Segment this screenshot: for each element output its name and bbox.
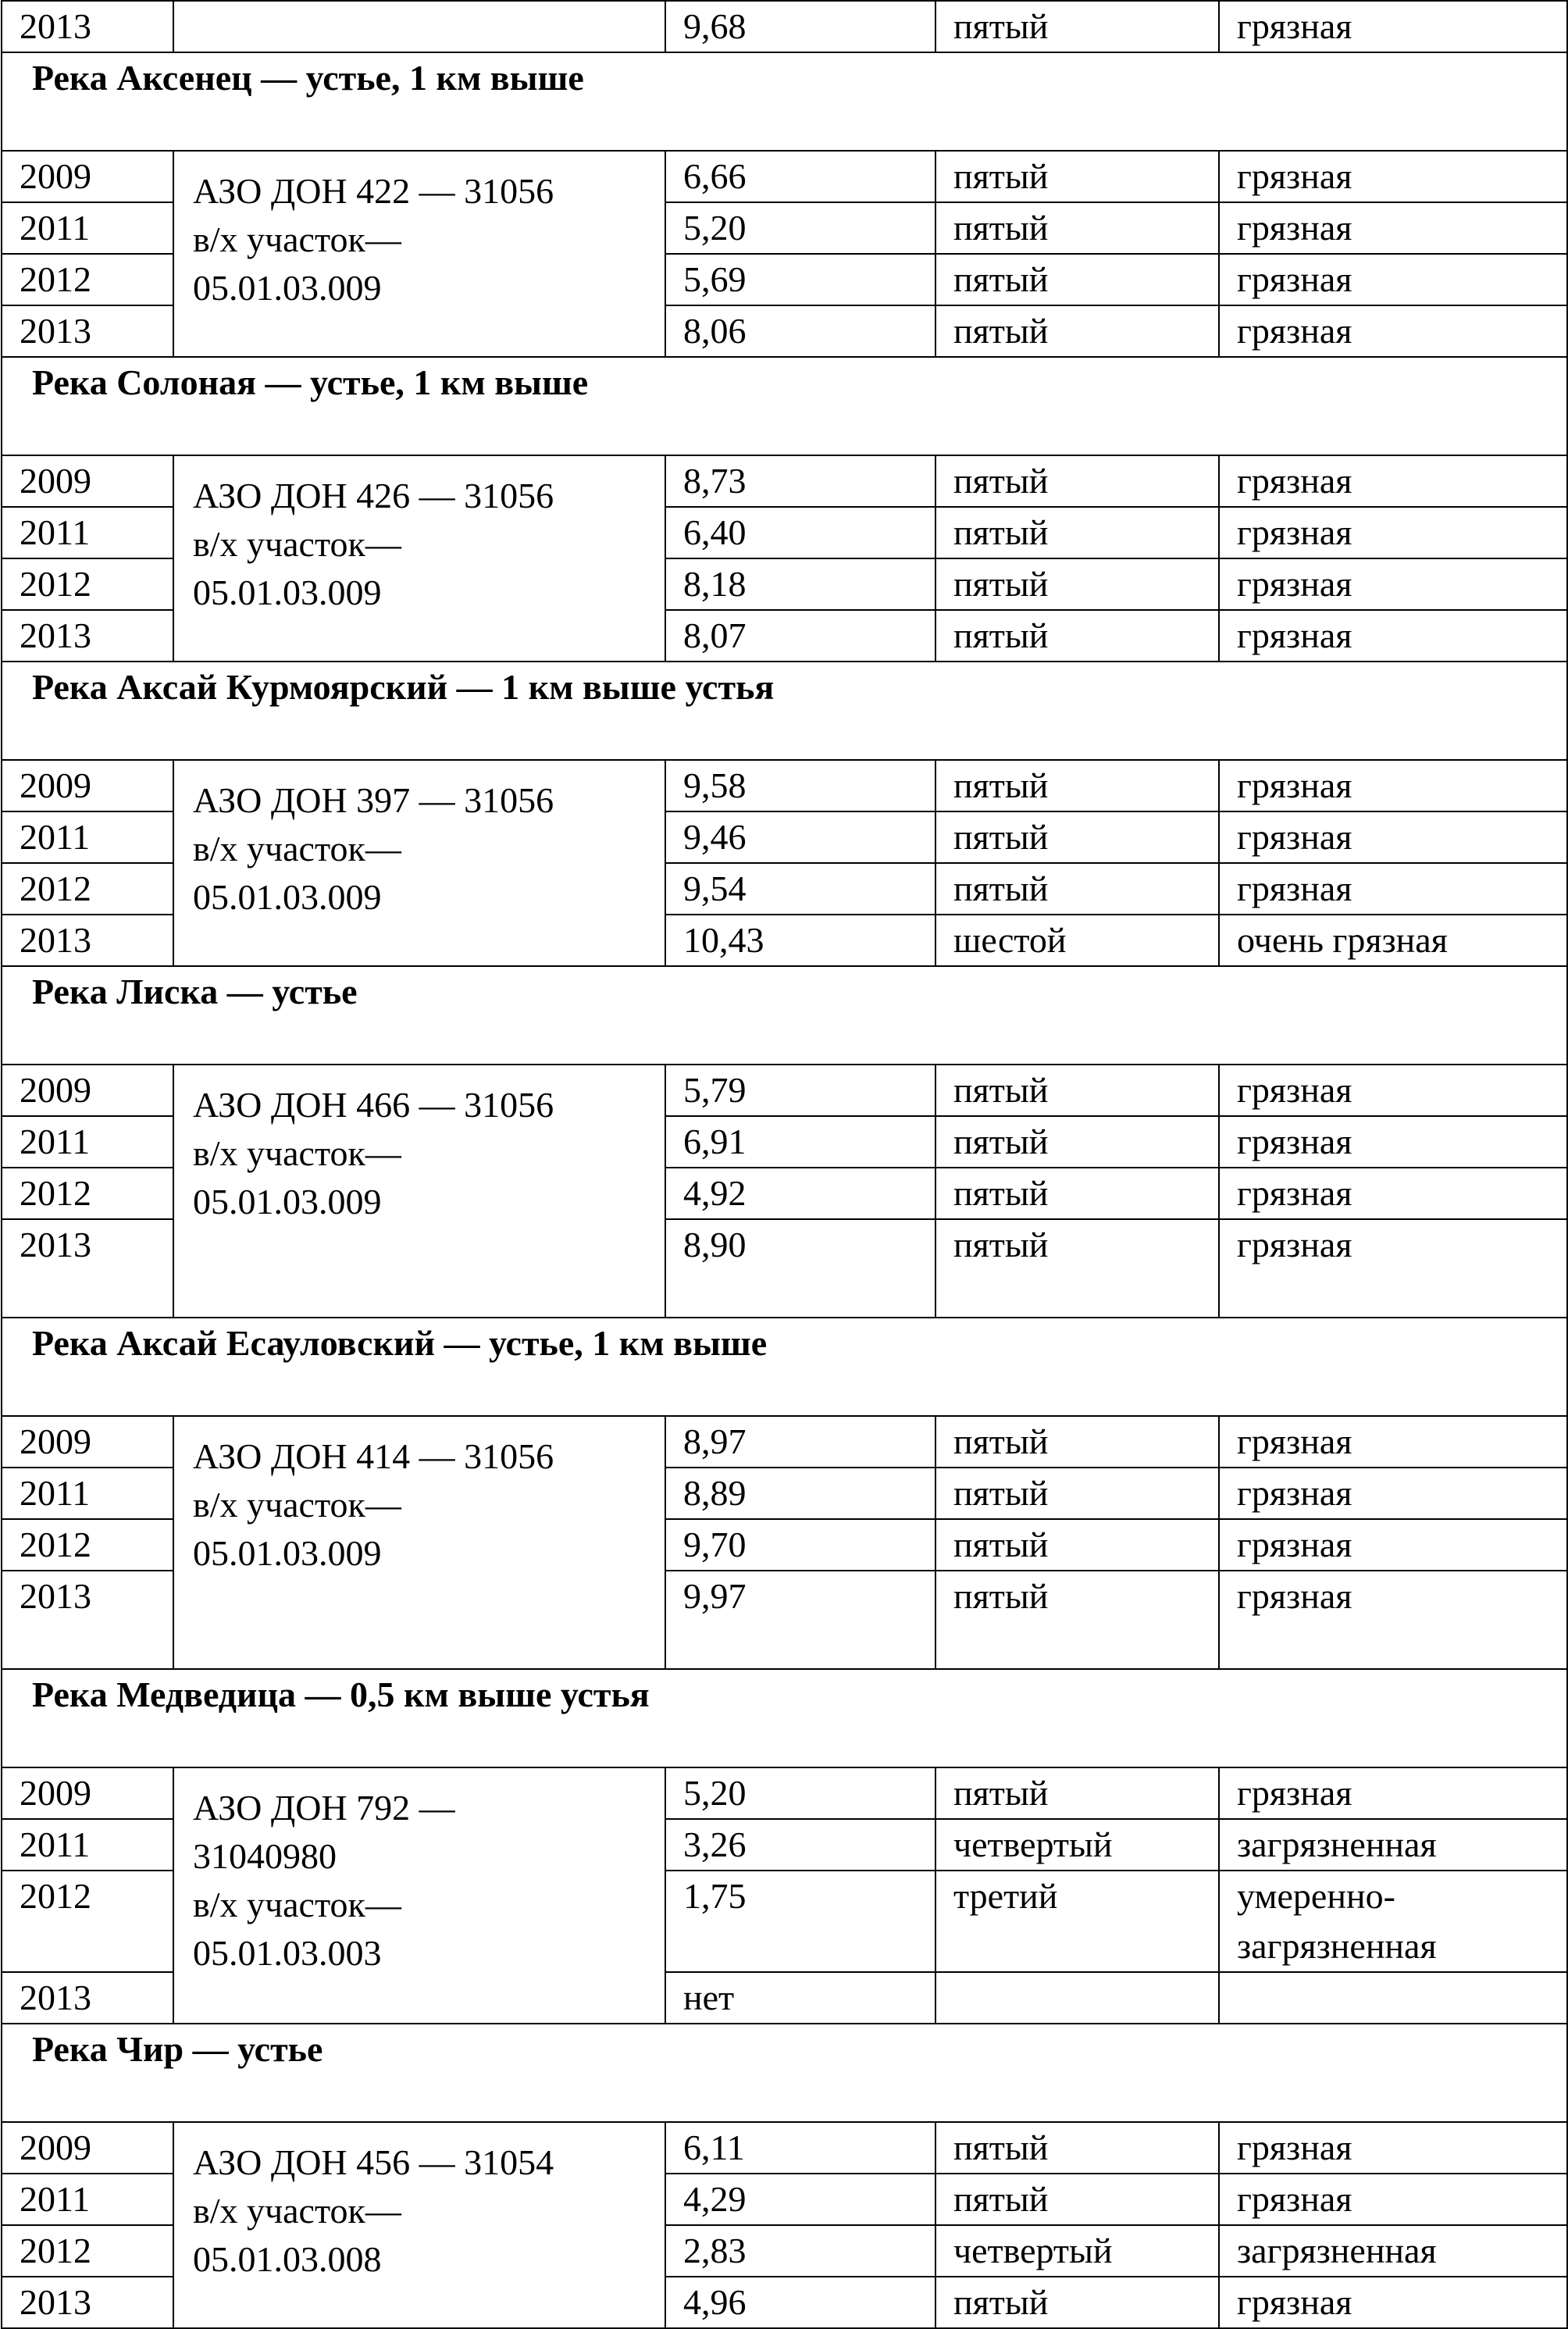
river-name: Река Аксай Есауловский — устье, 1 км выше <box>2 1318 1567 1416</box>
index-value-cell: 9,58 <box>665 760 935 811</box>
post-line: 05.01.03.009 <box>193 268 382 308</box>
table-row <box>2 760 1567 811</box>
quality-class-cell: пятый <box>935 1116 1219 1168</box>
year-cell: 2009 <box>2 455 173 507</box>
index-value-cell: 8,90 <box>665 1219 935 1318</box>
year-cell: 2012 <box>2 1519 173 1571</box>
quality-class-cell: пятый <box>935 1219 1219 1318</box>
post-cell <box>173 1 665 52</box>
quality-category-cell <box>1219 1972 1567 2024</box>
quality-class-cell: шестой <box>935 915 1219 966</box>
river-name: Река Аксай Курмоярский — 1 км выше устья <box>2 662 1567 760</box>
quality-category-cell: грязная <box>1219 2122 1567 2174</box>
quality-class-cell: пятый <box>935 1767 1219 1819</box>
post-cell <box>173 1767 665 2024</box>
quality-category-cell: грязная <box>1219 1065 1567 1116</box>
post-line: АЗО ДОН 426 — 31056 <box>193 476 554 515</box>
index-value-cell: 6,91 <box>665 1116 935 1168</box>
category-line: загрязненная <box>1237 1926 1437 1966</box>
year-cell: 2012 <box>2 254 173 305</box>
year-cell: 2012 <box>2 2225 173 2277</box>
post-line: 05.01.03.009 <box>193 572 382 612</box>
quality-class-cell: пятый <box>935 455 1219 507</box>
year-cell: 2012 <box>2 1871 173 1972</box>
post-line: АЗО ДОН 792 — <box>193 1788 455 1828</box>
index-value-cell: 10,43 <box>665 915 935 966</box>
post-line: 05.01.03.003 <box>193 1933 382 1973</box>
index-value-cell: 3,26 <box>665 1819 935 1871</box>
quality-class-cell: четвертый <box>935 2225 1219 2277</box>
river-name: Река Чир — устье <box>2 2024 1567 2122</box>
quality-category-cell: грязная <box>1219 760 1567 811</box>
post-cell <box>173 1416 665 1669</box>
river-header-row <box>2 966 1567 1065</box>
quality-category-cell: грязная <box>1219 2277 1567 2328</box>
quality-class-cell: пятый <box>935 1416 1219 1468</box>
water-quality-table <box>1 0 1568 2329</box>
post-cell <box>173 455 665 662</box>
index-value-cell: 6,40 <box>665 507 935 558</box>
quality-category-cell: грязная <box>1219 2174 1567 2225</box>
post-cell <box>173 151 665 357</box>
quality-class-cell: пятый <box>935 558 1219 610</box>
year-cell: 2013 <box>2 915 173 966</box>
index-value-cell: 8,73 <box>665 455 935 507</box>
table-row <box>2 1416 1567 1468</box>
quality-class-cell: пятый <box>935 760 1219 811</box>
quality-class-cell: пятый <box>935 1519 1219 1571</box>
quality-category-cell: грязная <box>1219 1416 1567 1468</box>
river-name: Река Солоная — устье, 1 км выше <box>2 357 1567 455</box>
year-cell: 2011 <box>2 1116 173 1168</box>
quality-category-cell: грязная <box>1219 1116 1567 1168</box>
index-value-cell: 8,06 <box>665 305 935 357</box>
quality-class-cell: пятый <box>935 610 1219 662</box>
index-value-cell: 8,07 <box>665 610 935 662</box>
quality-class-cell: пятый <box>935 2277 1219 2328</box>
index-value-cell: 1,75 <box>665 1871 935 1972</box>
year-cell: 2011 <box>2 507 173 558</box>
index-value-cell: 5,79 <box>665 1065 935 1116</box>
quality-category-cell: загрязненная <box>1219 2225 1567 2277</box>
year-cell: 2011 <box>2 202 173 254</box>
table-row <box>2 455 1567 507</box>
post-line: АЗО ДОН 422 — 31056 <box>193 171 554 211</box>
year-cell: 2011 <box>2 1468 173 1519</box>
index-value-cell: 8,89 <box>665 1468 935 1519</box>
index-value-cell: 9,46 <box>665 811 935 863</box>
year-cell: 2011 <box>2 811 173 863</box>
year-cell: 2013 <box>2 1571 173 1669</box>
quality-class-cell: пятый <box>935 254 1219 305</box>
quality-category-cell: грязная <box>1219 1468 1567 1519</box>
river-header-row <box>2 1318 1567 1416</box>
quality-category-cell: грязная <box>1219 1571 1567 1669</box>
quality-category-cell: грязная <box>1219 811 1567 863</box>
post-line: АЗО ДОН 456 — 31054 <box>193 2142 554 2182</box>
post-line: в/х участок— <box>193 1885 401 1924</box>
quality-category-cell: грязная <box>1219 151 1567 202</box>
quality-category-cell: грязная <box>1219 202 1567 254</box>
water-quality-table-page <box>1 0 1566 2329</box>
river-name: Река Аксенец — устье, 1 км выше <box>2 52 1567 151</box>
river-name: Река Лиска — устье <box>2 966 1567 1065</box>
index-value-cell: 5,69 <box>665 254 935 305</box>
quality-class-cell <box>935 1972 1219 2024</box>
index-value-cell: 9,97 <box>665 1571 935 1669</box>
index-value-cell: 9,68 <box>665 1 935 52</box>
quality-class-cell: пятый <box>935 507 1219 558</box>
quality-class-cell: пятый <box>935 202 1219 254</box>
table-row <box>2 2122 1567 2174</box>
quality-class-cell: пятый <box>935 1468 1219 1519</box>
category-line: умеренно- <box>1237 1876 1395 1916</box>
quality-class-cell: пятый <box>935 811 1219 863</box>
river-header-row <box>2 662 1567 760</box>
quality-category-cell: грязная <box>1219 610 1567 662</box>
post-cell <box>173 2122 665 2328</box>
quality-category-cell: грязная <box>1219 1 1567 52</box>
year-cell: 2011 <box>2 2174 173 2225</box>
index-value-cell: 4,29 <box>665 2174 935 2225</box>
post-line: 05.01.03.009 <box>193 1533 382 1573</box>
index-value-cell: 4,92 <box>665 1168 935 1219</box>
quality-class-cell: пятый <box>935 151 1219 202</box>
index-value-cell: 5,20 <box>665 202 935 254</box>
quality-category-cell: загрязненная <box>1219 1819 1567 1871</box>
index-value-cell: 4,96 <box>665 2277 935 2328</box>
table-row <box>2 1 1567 52</box>
quality-class-cell: пятый <box>935 1 1219 52</box>
quality-class-cell: пятый <box>935 2174 1219 2225</box>
post-line: в/х участок— <box>193 829 401 868</box>
quality-category-cell <box>1219 1871 1567 1972</box>
post-line: в/х участок— <box>193 1133 401 1173</box>
post-cell <box>173 760 665 966</box>
year-cell: 2009 <box>2 1416 173 1468</box>
year-cell: 2009 <box>2 1065 173 1116</box>
quality-category-cell: очень грязная <box>1219 915 1567 966</box>
quality-category-cell: грязная <box>1219 1219 1567 1318</box>
index-value-cell: 9,70 <box>665 1519 935 1571</box>
year-cell: 2012 <box>2 1168 173 1219</box>
year-cell: 2009 <box>2 760 173 811</box>
post-line: 05.01.03.009 <box>193 877 382 917</box>
post-cell <box>173 1065 665 1318</box>
table-row <box>2 1767 1567 1819</box>
year-cell: 2011 <box>2 1819 173 1871</box>
year-cell: 2013 <box>2 1219 173 1318</box>
index-value-cell: 6,11 <box>665 2122 935 2174</box>
post-line: 05.01.03.009 <box>193 1182 382 1222</box>
quality-class-cell: четвертый <box>935 1819 1219 1871</box>
post-line: 31040980 <box>193 1836 337 1876</box>
post-line: в/х участок— <box>193 219 401 259</box>
river-name: Река Медведица — 0,5 км выше устья <box>2 1669 1567 1767</box>
index-value-cell: нет <box>665 1972 935 2024</box>
quality-category-cell: грязная <box>1219 455 1567 507</box>
quality-category-cell: грязная <box>1219 254 1567 305</box>
year-cell: 2013 <box>2 1972 173 2024</box>
year-cell: 2013 <box>2 2277 173 2328</box>
post-line: 05.01.03.008 <box>193 2239 382 2279</box>
post-line: АЗО ДОН 414 — 31056 <box>193 1436 554 1476</box>
index-value-cell: 8,18 <box>665 558 935 610</box>
index-value-cell: 5,20 <box>665 1767 935 1819</box>
year-cell: 2013 <box>2 1 173 52</box>
river-header-row <box>2 1669 1567 1767</box>
year-cell: 2013 <box>2 610 173 662</box>
table-row <box>2 1065 1567 1116</box>
quality-class-cell: пятый <box>935 1571 1219 1669</box>
index-value-cell: 8,97 <box>665 1416 935 1468</box>
quality-class-cell: пятый <box>935 863 1219 915</box>
river-header-row <box>2 52 1567 151</box>
year-cell: 2013 <box>2 305 173 357</box>
index-value-cell: 9,54 <box>665 863 935 915</box>
quality-category-cell: грязная <box>1219 1519 1567 1571</box>
quality-category-cell: грязная <box>1219 305 1567 357</box>
index-value-cell: 6,66 <box>665 151 935 202</box>
quality-category-cell: грязная <box>1219 863 1567 915</box>
quality-class-cell: пятый <box>935 2122 1219 2174</box>
table-row <box>2 151 1567 202</box>
river-header-row <box>2 357 1567 455</box>
year-cell: 2012 <box>2 558 173 610</box>
year-cell: 2009 <box>2 151 173 202</box>
post-line: АЗО ДОН 466 — 31056 <box>193 1085 554 1125</box>
year-cell: 2012 <box>2 863 173 915</box>
quality-class-cell: пятый <box>935 305 1219 357</box>
quality-category-cell: грязная <box>1219 558 1567 610</box>
post-line: АЗО ДОН 397 — 31056 <box>193 780 554 820</box>
post-line: в/х участок— <box>193 524 401 564</box>
post-line: в/х участок— <box>193 1485 401 1525</box>
post-line: в/х участок— <box>193 2191 401 2231</box>
index-value-cell: 2,83 <box>665 2225 935 2277</box>
quality-class-cell: пятый <box>935 1168 1219 1219</box>
quality-class-cell: третий <box>935 1871 1219 1972</box>
quality-category-cell: грязная <box>1219 1168 1567 1219</box>
year-cell: 2009 <box>2 1767 173 1819</box>
quality-category-cell: грязная <box>1219 507 1567 558</box>
quality-category-cell: грязная <box>1219 1767 1567 1819</box>
year-cell: 2009 <box>2 2122 173 2174</box>
river-header-row <box>2 2024 1567 2122</box>
quality-class-cell: пятый <box>935 1065 1219 1116</box>
